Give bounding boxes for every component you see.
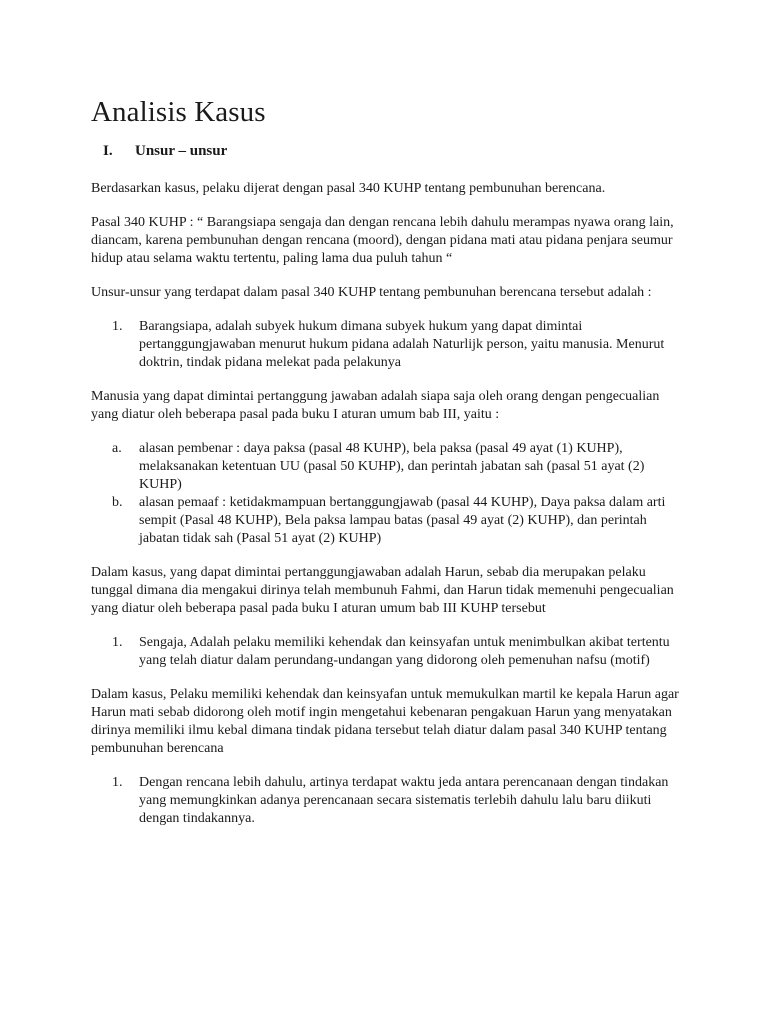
paragraph-kasus-harun: Dalam kasus, yang dapat dimintai pertanggungjawaban adalah Harun, sebab dia merupakan pelaku tunggal dimana dia mengakui dirinya telah membunuh Fahmi, dan Harun tidak memenuhi pengecualian yang diatur oleh beberapa pasal pada buku I aturan umum bab III KUHP tersebut (91, 565, 674, 616)
numbered-list-sengaja (91, 634, 681, 670)
list-item (91, 774, 681, 828)
list-item-text: Barangsiapa, adalah subyek hukum dimana subyek hukum yang dapat dimintai pertanggungjawaban menurut hukum pidana adalah Naturlijk person, yaitu manusia. Menurut doktrin, tindak pidana melekat pada pelakunya (139, 319, 665, 370)
document-title: Analisis Kasus (91, 96, 266, 128)
list-marker: 1. (112, 775, 123, 790)
numbered-list-rencana (91, 774, 681, 828)
list-item-text: Dengan rencana lebih dahulu, artinya terdapat waktu jeda antara perencanaan dengan tindakan yang memungkinkan adanya perencanaan secara sistematis terlebih dahulu lalu baru diikuti dengan tindakannya. (139, 775, 669, 826)
lettered-list-alasan (91, 440, 681, 548)
list-marker: a. (112, 441, 122, 456)
section-heading (91, 141, 681, 161)
list-marker: b. (112, 495, 123, 510)
list-marker: 1. (112, 319, 123, 334)
paragraph-pertanggungjawaban: Manusia yang dapat dimintai pertanggung jawaban adalah siapa saja oleh orang dengan pengecualian yang diatur oleh beberapa pasal pada buku I aturan umum bab III, yaitu : (91, 389, 660, 422)
numbered-list-barangsiapa (91, 318, 681, 372)
list-item (91, 494, 681, 548)
list-marker: 1. (112, 635, 123, 650)
list-item (91, 440, 681, 494)
list-item-text: alasan pembenar : daya paksa (pasal 48 KUHP), bela paksa (pasal 49 ayat (1) KUHP), melaksanakan ketentuan UU (pasal 50 KUHP), dan perintah jabatan sah (pasal 51 ayat (2) KUHP) (139, 441, 645, 492)
section-title: Unsur – unsur (135, 143, 228, 159)
list-item-text: Sengaja, Adalah pelaku memiliki kehendak dan keinsyafan untuk menimbulkan akibat tertentu yang telah diatur dalam perundang-undangan yang didorong oleh pemenuhan nafsu (motif) (139, 635, 670, 668)
list-item (91, 318, 681, 372)
paragraph-unsur: Unsur-unsur yang terdapat dalam pasal 340 KUHP tentang pembunuhan berencana tersebut adalah : (91, 285, 652, 300)
paragraph-pasal-340: Pasal 340 KUHP : “ Barangsiapa sengaja dan dengan rencana lebih dahulu merampas nyawa orang lain, diancam, karena pembunuhan dengan rencana (moord), dengan pidana mati atau pidana penjara seumur hidup atau selama waktu tertentu, paling lama dua puluh tahun “ (91, 215, 674, 266)
paragraph-intro: Berdasarkan kasus, pelaku dijerat dengan pasal 340 KUHP tentang pembunuhan berencana. (91, 181, 606, 196)
paragraph-kasus-pelaku: Dalam kasus, Pelaku memiliki kehendak dan keinsyafan untuk memukulkan martil ke kepala Harun agar Harun mati sebab didorong oleh motif ingin mengetahui kebenaran pengakuan Harun yang menyatakan dirinya memiliki ilmu kebal dimana tindak pidana tersebut telah diatur dalam pasal 340 KUHP tentang pembunuhan berencana (91, 687, 679, 756)
section-number: I. (103, 143, 113, 159)
list-item-text: alasan pemaaf : ketidakmampuan bertanggungjawab (pasal 44 KUHP), Daya paksa dalam arti sempit (Pasal 48 KUHP), Bela paksa lampau batas (pasal 49 ayat (2) KUHP), dan perintah jabatan tidak sah (Pasal 51 ayat (2) KUHP) (139, 495, 666, 546)
document-page (91, 92, 681, 828)
list-item (91, 634, 681, 670)
